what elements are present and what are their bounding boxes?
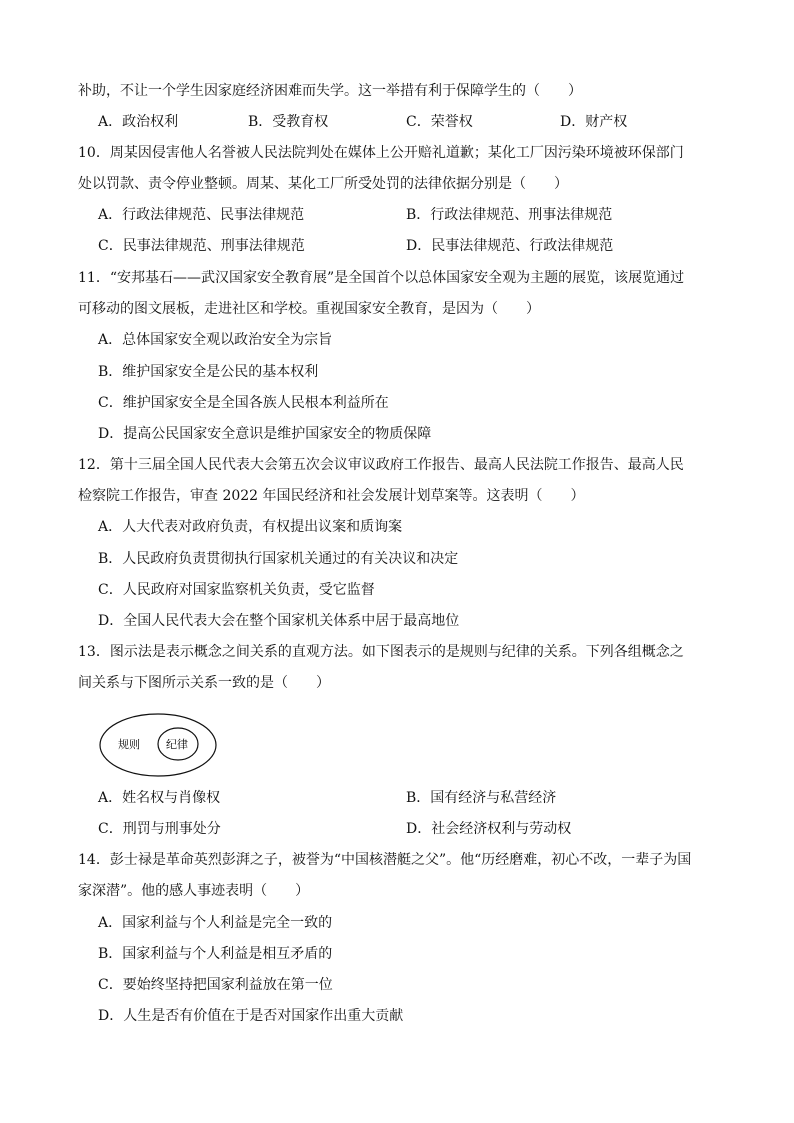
q9-stem: 补助，不让一个学生因家庭经济困难而失学。这一举措有利于保障学生的（ ） (78, 83, 582, 99)
q13-option-c[interactable]: C．刑罚与刑事处分 (98, 821, 221, 837)
q14-stem-line1: 14．彭士禄是革命英烈彭湃之子，被誉为“中国核潜艇之父”。他“历经磨难，初心不改，一辈子为国 (78, 852, 692, 868)
q14-option-d[interactable]: D．人生是否有价值在于是否对国家作出重大贡献 (98, 1008, 404, 1024)
q12-option-a[interactable]: A．人大代表对政府负责，有权提出议案和质询案 (98, 519, 403, 535)
q13-stem-line1: 13．图示法是表示概念之间关系的直观方法。如下图表示的是规则与纪律的关系。下列各组概念之 (78, 644, 684, 660)
q14-option-c[interactable]: C．要始终坚持把国家利益放在第一位 (98, 977, 333, 993)
q10-option-d[interactable]: D．民事法律规范、行政法律规范 (406, 238, 614, 254)
q10-option-c[interactable]: C．民事法律规范、刑事法律规范 (98, 238, 305, 254)
q13-stem-line2: 间关系与下图所示关系一致的是（ ） (78, 675, 330, 691)
q10-option-a[interactable]: A．行政法律规范、民事法律规范 (98, 207, 305, 223)
q9-option-d[interactable]: D．财产权 (560, 114, 628, 130)
q12-option-b[interactable]: B．人民政府负责贯彻执行国家机关通过的有关决议和决定 (98, 551, 459, 567)
q14-option-a[interactable]: A．国家利益与个人利益是完全一致的 (98, 915, 333, 931)
q13-option-d[interactable]: D．社会经济权利与劳动权 (406, 821, 572, 837)
q9-option-b[interactable]: B．受教育权 (248, 114, 329, 130)
inner-label: 纪律 (166, 738, 188, 751)
q10-option-b[interactable]: B．行政法律规范、刑事法律规范 (406, 207, 613, 223)
q13-option-b[interactable]: B．国有经济与私营经济 (406, 790, 557, 806)
q11-option-c[interactable]: C．维护国家安全是全国各族人民根本利益所在 (98, 395, 389, 411)
q11-option-d[interactable]: D．提高公民国家安全意识是维护国家安全的物质保障 (98, 426, 432, 442)
q11-stem-line2: 可移动的图文展板，走进社区和学校。重视国家安全教育，是因为（ ） (78, 301, 540, 317)
q11-option-b[interactable]: B．维护国家安全是公民的基本权利 (98, 364, 319, 380)
outer-label: 规则 (118, 738, 140, 751)
q12-stem-line2: 检察院工作报告，审查 2022 年国民经济和社会发展计划草案等。这表明（ ） (78, 488, 585, 504)
q10-stem-line2: 处以罚款、责令停业整顿。周某、某化工厂所受处罚的法律依据分别是（ ） (78, 176, 568, 192)
q12-option-c[interactable]: C．人民政府对国家监察机关负责，受它监督 (98, 582, 375, 598)
venn-diagram (98, 712, 218, 778)
q13-option-a[interactable]: A．姓名权与肖像权 (98, 790, 221, 806)
q14-option-b[interactable]: B．国家利益与个人利益是相互矛盾的 (98, 946, 333, 962)
q9-option-c[interactable]: C．荣誉权 (406, 114, 473, 130)
q12-stem-line1: 12．第十三届全国人民代表大会第五次会议审议政府工作报告、最高人民法院工作报告、最高人民 (78, 457, 684, 473)
q9-option-a[interactable]: A．政治权利 (98, 114, 179, 130)
q11-stem-line1: 11．“安邦基石——武汉国家安全教育展”是全国首个以总体国家安全观为主题的展览，该展览通过 (78, 270, 685, 286)
q11-option-a[interactable]: A．总体国家安全观以政治安全为宗旨 (98, 332, 333, 348)
q12-option-d[interactable]: D．全国人民代表大会在整个国家机关体系中居于最高地位 (98, 613, 460, 629)
q14-stem-line2: 家深潜”。他的感人事迹表明（ ） (78, 883, 310, 899)
q10-stem-line1: 10．周某因侵害他人名誉被人民法院判处在媒体上公开赔礼道歉；某化工厂因污染环境被环保部门 (78, 145, 684, 161)
